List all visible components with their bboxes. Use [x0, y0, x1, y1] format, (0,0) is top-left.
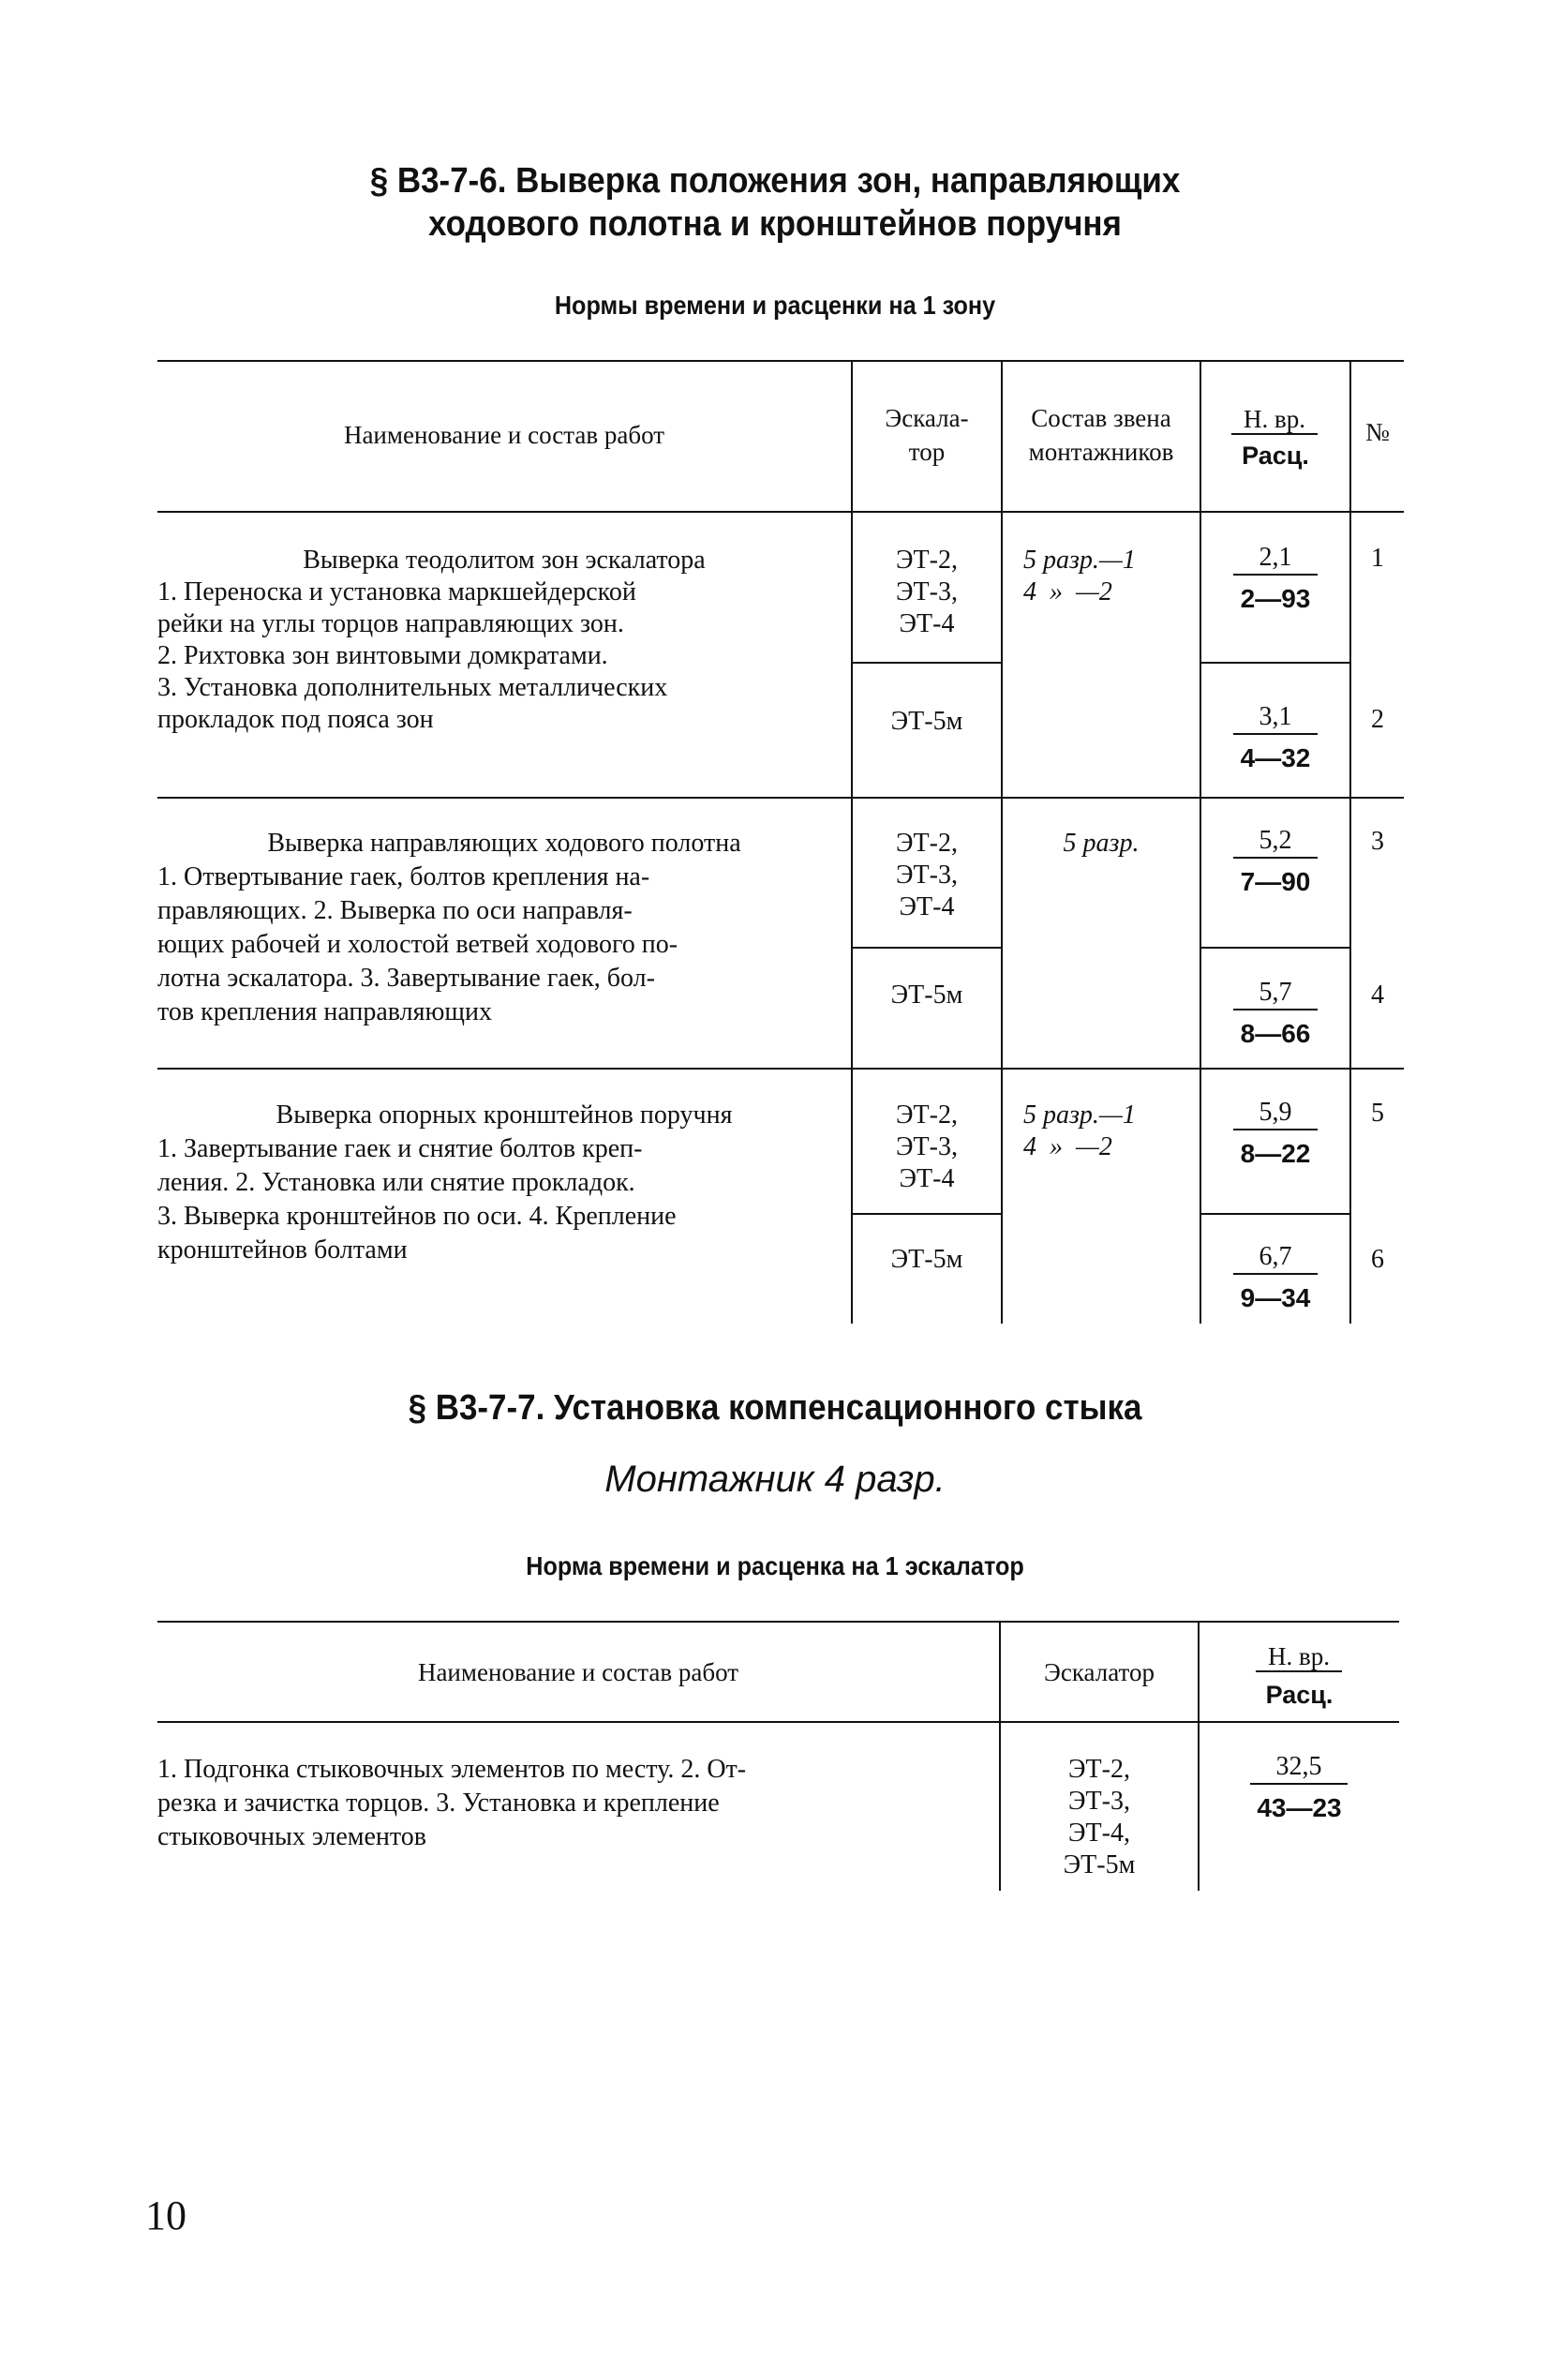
work-line: ления. 2. Установка или снятие прокладок.	[157, 1168, 635, 1197]
rate-value: 9—34	[1240, 1283, 1311, 1312]
header-escalator-line1: Эскала-	[885, 404, 969, 432]
work-line: стыковочных элементов	[157, 1822, 426, 1851]
table1-group1-rule	[157, 797, 1404, 799]
crew-cell: 5 разр.—1	[1023, 1100, 1136, 1130]
work-line: рейки на углы торцов направляющих зон.	[157, 609, 624, 638]
work-line: 1. Отвертывание гаек, болтов крепления на-	[157, 862, 650, 891]
work-line: тов крепления направляющих	[157, 997, 492, 1026]
rate-value: 7—90	[1240, 867, 1311, 896]
section1-title-line2: ходового полотна и кронштейнов поручня	[428, 204, 1122, 244]
rate-value: 43—23	[1257, 1793, 1342, 1822]
header-work: Наименование и состав работ	[417, 1658, 739, 1686]
work-line: лотна эскалатора. 3. Завертывание гаек, бол-	[157, 964, 655, 993]
norm-value: 6,7	[1233, 1241, 1318, 1275]
escalator-cell: ЭТ-5м	[1063, 1850, 1136, 1879]
crew-cell: 4 » —2	[1023, 577, 1112, 606]
escalator-cell: ЭТ-3,	[1068, 1787, 1130, 1816]
escalator-cell: ЭТ-3,	[896, 861, 958, 890]
header-escalator-line2: тор	[908, 438, 946, 466]
section2-worker: Монтажник 4 разр.	[604, 1459, 946, 1500]
row-number: 5	[1371, 1099, 1384, 1128]
table1-subrow-rule	[851, 1213, 1001, 1215]
escalator-cell: ЭТ-4	[899, 1164, 955, 1193]
header-crew-line1: Состав звена	[1031, 404, 1171, 432]
work-line: 1. Подгонка стыковочных элементов по месту. 2. От-	[157, 1755, 747, 1784]
norm-value: 5,7	[1233, 977, 1318, 1010]
table2-top-rule	[157, 1621, 1399, 1623]
table1-col-rule	[1200, 360, 1201, 1324]
rate-value: 4—32	[1240, 743, 1311, 772]
escalator-cell: ЭТ-5м	[890, 707, 963, 736]
table2-col-rule	[1198, 1621, 1200, 1891]
work-line: резка и зачистка торцов. 3. Установка и крепление	[157, 1789, 720, 1818]
escalator-cell: ЭТ-4	[899, 892, 955, 921]
header-rate: Расц.	[1242, 442, 1309, 470]
table1-subrow-rule	[851, 947, 1001, 949]
header-norm: Н. вр.	[1231, 405, 1318, 435]
work-line: 2. Рихтовка зон винтовыми домкратами.	[157, 641, 608, 670]
row-number: 6	[1371, 1245, 1384, 1274]
norm-value: 2,1	[1233, 542, 1318, 576]
work-line: 1. Завертывание гаек и снятие болтов креп-	[157, 1134, 643, 1163]
table1-subrow-rule	[1200, 662, 1349, 664]
escalator-cell: ЭТ-2,	[896, 829, 958, 858]
rate-value: 8—66	[1240, 1019, 1311, 1048]
section2-title: § В3-7-7. Установка компенсационного стыка	[408, 1388, 1142, 1428]
escalator-cell: ЭТ-4	[899, 609, 955, 638]
escalator-cell: ЭТ-3,	[896, 1132, 958, 1161]
header-crew-line2: монтажников	[1028, 438, 1174, 466]
work-title: Выверка теодолитом зон эскалатора	[303, 546, 706, 575]
escalator-cell: ЭТ-5м	[890, 1245, 963, 1274]
section1-subtitle: Нормы времени и расценки на 1 зону	[554, 291, 996, 320]
work-title: Выверка опорных кронштейнов поручня	[276, 1100, 733, 1130]
escalator-cell: ЭТ-3,	[896, 577, 958, 606]
page-number: 10	[145, 2193, 186, 2238]
norm-value: 5,9	[1233, 1097, 1318, 1130]
section1-title-line1: § В3-7-6. Выверка положения зон, направляющих	[369, 161, 1181, 201]
rate-value: 2—93	[1240, 584, 1311, 613]
work-line: правляющих. 2. Выверка по оси направля-	[157, 896, 633, 925]
crew-cell: 5 разр.	[1063, 829, 1140, 858]
crew-cell: 4 » —2	[1023, 1132, 1112, 1161]
table1-group2-rule	[157, 1068, 1404, 1070]
row-number: 1	[1371, 544, 1384, 573]
row-number: 4	[1371, 980, 1384, 1010]
row-number: 2	[1371, 705, 1384, 734]
table1-subrow-rule	[851, 662, 1001, 664]
header-number: №	[1365, 418, 1390, 446]
escalator-cell: ЭТ-4,	[1068, 1819, 1130, 1848]
table2-header-rule	[157, 1721, 1399, 1723]
norm-value: 3,1	[1233, 701, 1318, 735]
header-work: Наименование и состав работ	[343, 421, 665, 449]
work-line: 3. Установка дополнительных металлических	[157, 673, 668, 702]
work-line: кронштейнов болтами	[157, 1235, 408, 1265]
table1-subrow-rule	[1200, 947, 1349, 949]
norm-value: 5,2	[1233, 825, 1318, 859]
table1-subrow-rule	[1200, 1213, 1349, 1215]
escalator-cell: ЭТ-5м	[890, 980, 963, 1010]
work-title: Выверка направляющих ходового полотна	[267, 829, 741, 858]
work-line: прокладок под пояса зон	[157, 705, 434, 734]
header-norm: Н. вр.	[1256, 1642, 1342, 1672]
header-rate: Расц.	[1265, 1681, 1334, 1709]
work-line: 1. Переноска и установка маркшейдерской	[157, 577, 636, 606]
crew-cell: 5 разр.—1	[1023, 546, 1136, 575]
work-line: ющих рабочей и холостой ветвей ходового по-	[157, 930, 678, 959]
header-escalator: Эскалатор	[1044, 1658, 1155, 1686]
row-number: 3	[1371, 827, 1384, 856]
rate-value: 8—22	[1240, 1139, 1311, 1168]
work-line: 3. Выверка кронштейнов по оси. 4. Крепление	[157, 1202, 677, 1231]
table1-header-rule	[157, 511, 1404, 513]
escalator-cell: ЭТ-2,	[1068, 1755, 1130, 1784]
escalator-cell: ЭТ-2,	[896, 1100, 958, 1130]
table1-top-rule	[157, 360, 1404, 362]
norm-value: 32,5	[1250, 1751, 1348, 1785]
section2-subtitle: Норма времени и расценка на 1 эскалатор	[526, 1551, 1024, 1580]
escalator-cell: ЭТ-2,	[896, 546, 958, 575]
